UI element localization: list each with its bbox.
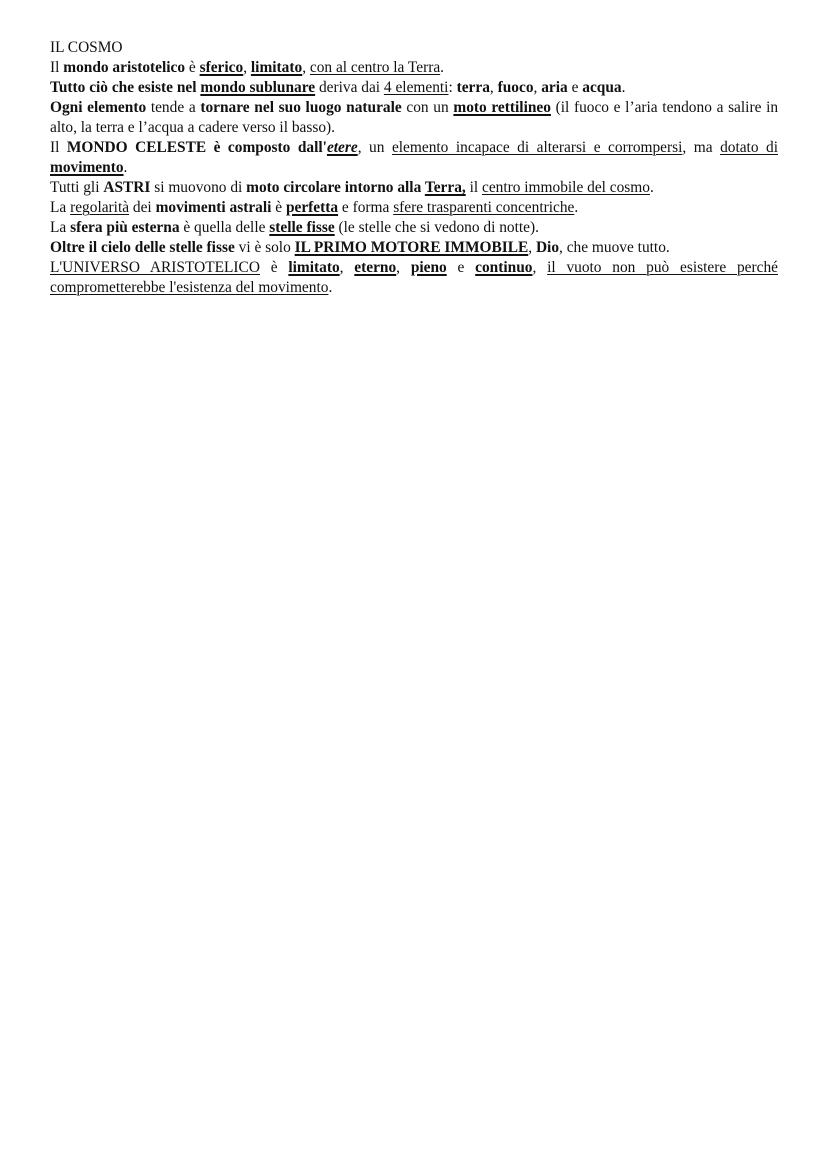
text-run: e [567,79,583,96]
paragraph-astri [50,178,778,198]
text-run: e [446,259,476,276]
text-run: tornare nel suo luogo naturale [200,99,402,116]
paragraph-ogni-elemento [50,98,778,138]
text-run: , [243,59,251,76]
text-run: . [649,179,654,196]
text-run: si muovono di [150,179,247,196]
text-run: acqua [582,79,622,96]
text-run: MONDO CELESTE è composto dall' [66,139,327,156]
text-run: è [185,59,200,76]
text-run: , [339,259,355,276]
text-run: fuoco [497,79,534,96]
text-run: . [123,159,128,176]
text-run: è quella delle [179,219,270,236]
text-run: regolarità [70,199,130,216]
text-run: è [259,259,289,276]
text-run: Tutti gli [50,179,104,196]
text-run: , che muove tutto. [559,239,670,256]
text-run: : [448,79,457,96]
text-run: il vuoto non può esistere perché comprometterebbe l'esistenza del movimento [50,259,778,296]
text-run: moto circolare intorno alla [246,179,425,196]
paragraph-regolarita [50,198,778,218]
text-run: . [574,199,579,216]
text-run: moto rettilineo [453,99,551,116]
text-run: , un [357,139,392,156]
text-run: La [50,199,71,216]
text-run: il [465,179,482,196]
text-run: , [489,79,498,96]
paragraph-mondo-sublunare [50,78,778,98]
text-run: . [328,279,333,296]
text-run: Il [50,139,67,156]
text-run: tende a [146,99,201,116]
text-run: etere [326,139,358,156]
text-run: dei [129,199,156,216]
text-run: sferico [199,59,244,76]
text-run: , [532,259,548,276]
text-run: terra [456,79,490,96]
paragraph-primo-motore [50,238,778,258]
text-run: continuo [475,259,533,276]
text-run: (le stelle che si vedono di notte). [334,219,539,236]
text-run: limitato [288,259,340,276]
text-run: Ogni elemento [50,99,147,116]
text-run: pieno [410,259,447,276]
text-run: eterno [354,259,397,276]
text-run: stelle fisse [269,219,335,236]
paragraph-universo-aristotelico [50,258,778,298]
paragraph-sfera-esterna [50,218,778,238]
text-run: centro immobile del cosmo [481,179,650,196]
text-run: vi è solo [234,239,295,256]
paragraph-mondo-aristotelico [50,58,778,78]
text-run: sfere trasparenti concentriche [393,199,575,216]
text-run: movimento [50,159,124,176]
text-run: limitato [250,59,303,76]
text-run: dotato di [720,139,779,156]
text-run: , [302,59,310,76]
text-run: . [440,59,445,76]
text-run: mondo aristotelico [63,59,186,76]
text-run: elemento incapace di alterarsi e corrompersi [391,139,683,156]
text-run: IL PRIMO MOTORE IMMOBILE [294,239,529,256]
text-run: , [528,239,536,256]
text-run: Terra, [424,179,466,196]
text-run: Oltre il cielo delle stelle fisse [50,239,235,256]
text-run: IL COSMO [50,39,123,56]
text-run: La [50,219,71,236]
text-run: , [533,79,542,96]
text-run: L'UNIVERSO ARISTOTELICO [50,259,260,276]
text-run: Tutto ciò che esiste nel [50,79,201,96]
document-page [50,38,778,298]
text-run: è [271,199,286,216]
text-run: perfetta [285,199,339,216]
text-run: con al centro la Terra [309,59,441,76]
text-run: con un [401,99,454,116]
document-body [50,38,778,298]
text-run: (il fuoco e l’aria tendono a salire in alto, la terra e l’acqua a cadere verso il basso). [50,99,779,136]
text-run: mondo sublunare [200,79,316,96]
text-run: , ma [682,139,721,156]
text-run: aria [541,79,568,96]
text-run: sfera più esterna [70,219,180,236]
text-run: Dio [535,239,560,256]
text-run: movimenti astrali [155,199,272,216]
text-run: e forma [338,199,394,216]
text-run: Il [50,59,64,76]
text-run: . [621,79,626,96]
text-run: ASTRI [103,179,151,196]
paragraph-mondo-celeste [50,138,778,178]
document-title [50,38,778,58]
text-run: deriva dai [315,79,384,96]
text-run: 4 elementi [383,79,449,96]
text-run: , [396,259,411,276]
